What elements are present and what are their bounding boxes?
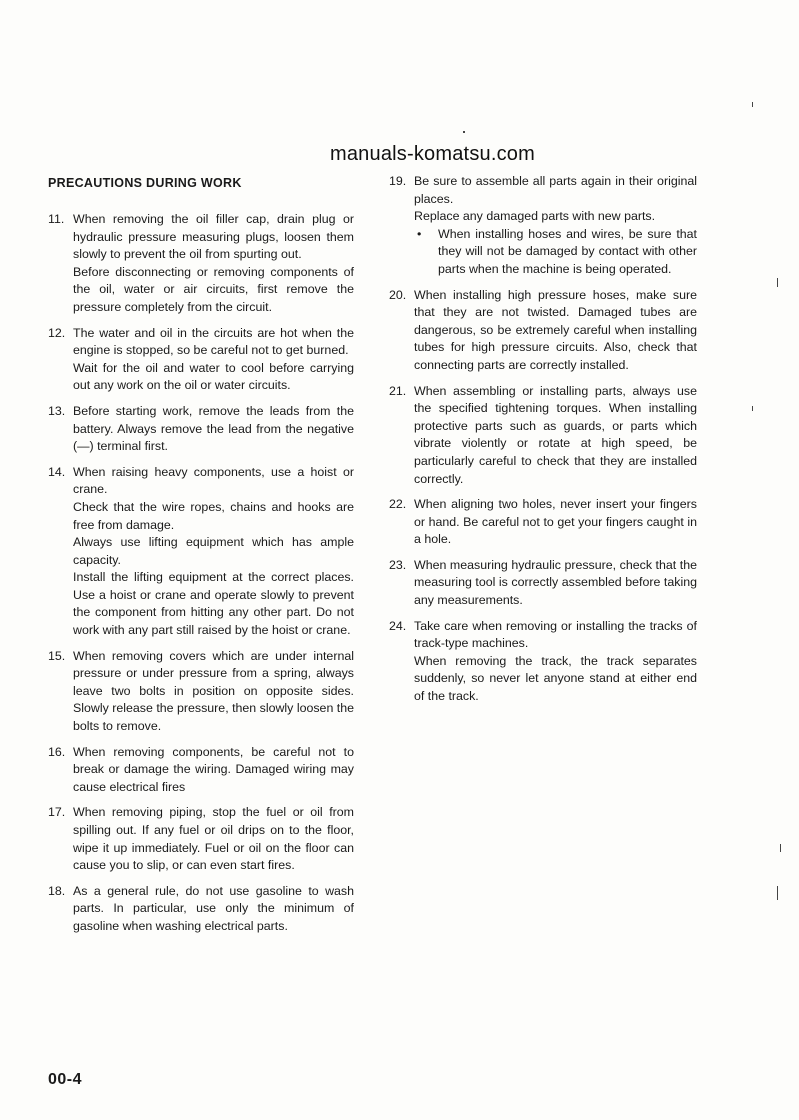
- list-item-22: [389, 496, 697, 549]
- item-number: 16.: [48, 744, 66, 759]
- item-number: 24.: [389, 618, 407, 633]
- item-text: The water and oil in the circuits are hot when the engine is stopped, so be careful not to get burned.: [73, 325, 354, 358]
- list-item-21: [389, 383, 697, 489]
- right-column: [389, 173, 697, 714]
- list-item-11: [48, 211, 354, 317]
- bullet-point: [414, 226, 697, 279]
- item-text: Check that the wire ropes, chains and hooks are free from damage.: [73, 499, 354, 532]
- item-text: Always use lifting equipment which has ample capacity.: [73, 535, 354, 567]
- list-item-14: [48, 464, 354, 640]
- item-text: Install the lifting equipment at the correct places. Use a hoist or crane and operate slowly to prevent the component from hitting any other part. Do not work with any part still raised by the hoist or crane.: [73, 570, 354, 638]
- list-item-18: [48, 883, 354, 936]
- list-item-24: [389, 618, 697, 706]
- item-number: 23.: [389, 557, 407, 572]
- item-number: 12.: [48, 325, 66, 340]
- item-text: When removing the track, the track separates suddenly, so never let anyone stand at either end of the track.: [414, 653, 697, 704]
- page-number: 00-4: [48, 1071, 83, 1088]
- scan-speck: [780, 844, 781, 852]
- scan-speck: [752, 406, 753, 411]
- bullet-text: When installing hoses and wires, be sure that they will not be damaged by contact with other parts when the machine is being operated.: [438, 226, 697, 276]
- item-text: Replace any damaged parts with new parts.: [414, 209, 656, 224]
- item-text: When removing covers which are under internal pressure or under pressure from a spring, always leave two bolts in position on opposite sides. Slowly release the pressure, then slowly loosen the bolts to remove.: [73, 648, 355, 734]
- list-item-17: [48, 804, 354, 874]
- scan-speck: [463, 131, 465, 133]
- item-text: When assembling or installing parts, always use the specified tightening torques. When installing protective parts such as guards, or parts which vibrate violently or rotate at high speed, be particularly careful to check that they are installed correctly.: [414, 383, 697, 486]
- item-text: Wait for the oil and water to cool before carrying out any work on the oil or water circuits.: [73, 360, 354, 393]
- list-item-23: [389, 557, 697, 610]
- list-item-20: [389, 287, 697, 375]
- item-number: 19.: [389, 174, 407, 188]
- item-number: 20.: [389, 287, 407, 302]
- list-item-16: [48, 744, 354, 797]
- item-number: 21.: [389, 383, 407, 398]
- item-number: 11.: [48, 212, 65, 226]
- item-number: 14.: [48, 464, 66, 479]
- item-text: As a general rule, do not use gasoline to wash parts. In particular, use only the minimum of gasoline when washing electrical parts.: [73, 883, 354, 933]
- item-number: 18.: [48, 883, 66, 898]
- left-column: [48, 211, 354, 944]
- item-number: 17.: [48, 805, 66, 820]
- item-number: 22.: [389, 497, 407, 512]
- list-item-12: [48, 325, 354, 395]
- scan-speck: [777, 278, 778, 287]
- item-text: Be sure to assemble all parts again in their original places.: [414, 174, 697, 206]
- item-text: Before starting work, remove the leads from the battery. Always remove the lead from the negative (—) terminal first.: [73, 403, 354, 454]
- scan-speck: [752, 102, 753, 107]
- item-text: When aligning two holes, never insert your fingers or hand. Be careful not to get your fingers caught in a hole.: [414, 497, 697, 547]
- item-text: When raising heavy components, use a hoist or crane.: [73, 464, 354, 497]
- item-text: When removing piping, stop the fuel or oil from spilling out. If any fuel or oil drips on to the floor, wipe it up immediately. Fuel or oil on the floor can cause you to slip, or can even start fires.: [73, 805, 354, 873]
- list-item-19: [389, 173, 697, 279]
- item-text: Take care when removing or installing the tracks of track-type machines.: [414, 618, 697, 651]
- item-text: When removing components, be careful not to break or damage the wiring. Damaged wiring may cause electrical fires: [73, 744, 354, 794]
- item-text: When installing high pressure hoses, make sure that they are not twisted. Damaged tubes are dangerous, so be extremely careful when installing tubes for high pressure circuits. Also, check that connecting parts are correctly installed.: [414, 287, 697, 372]
- item-text: Before disconnecting or removing components of the oil, water or air circuits, first remove the pressure completely from the circuit.: [73, 264, 354, 314]
- watermark-text: manuals-komatsu.com: [330, 143, 535, 165]
- item-number: 13.: [48, 403, 66, 418]
- item-text: When removing the oil filler cap, drain plug or hydraulic pressure measuring plugs, loosen them slowly to prevent the oil from spurting out.: [73, 212, 354, 262]
- scan-speck: [777, 886, 778, 900]
- bullet-dot-icon: •: [417, 226, 422, 241]
- list-item-13: [48, 403, 354, 456]
- section-heading: PRECAUTIONS DURING WORK: [48, 176, 242, 190]
- item-text: When measuring hydraulic pressure, check that the measuring tool is correctly assembled before taking any measurements.: [414, 557, 697, 608]
- item-number: 15.: [48, 648, 66, 663]
- list-item-15: [48, 648, 354, 736]
